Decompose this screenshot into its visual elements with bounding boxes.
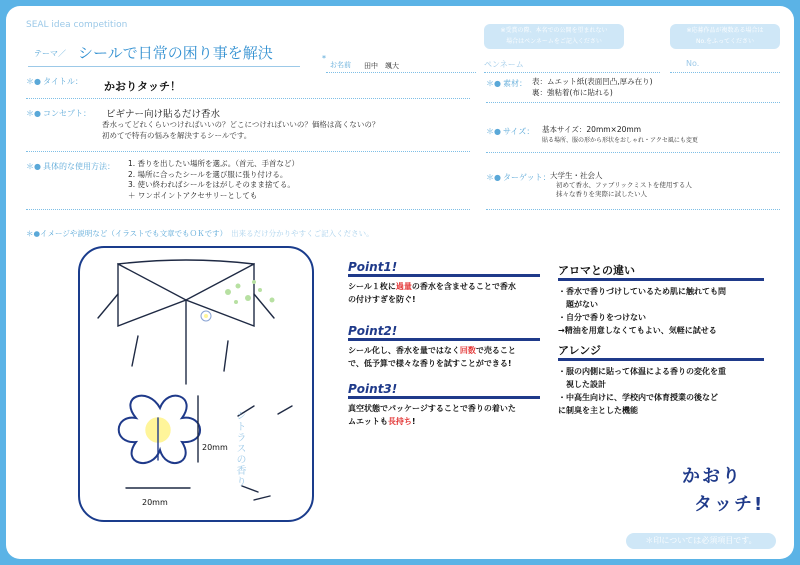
point-2-body: シール化し、香水を量ではなく回数で売ること で、低予算で様々な香りを試すことができる! bbox=[348, 346, 516, 368]
fold-right bbox=[224, 341, 228, 371]
name-label: お名前 bbox=[330, 61, 351, 69]
aroma-section bbox=[558, 262, 764, 337]
point-2 bbox=[348, 324, 540, 370]
theme-prefix: テーマ／ bbox=[34, 49, 66, 58]
point-3-bar bbox=[348, 396, 540, 399]
neckline bbox=[118, 260, 254, 264]
collar-left bbox=[118, 264, 186, 326]
competition-title: SEAL idea competition bbox=[26, 20, 128, 30]
target-details bbox=[556, 181, 692, 199]
scent-dots bbox=[225, 280, 275, 304]
usage-extra: ＋ ワンポイントアクセサリーとしても bbox=[128, 190, 258, 200]
size-line bbox=[486, 152, 780, 153]
point-1-title: Point1! bbox=[348, 260, 398, 274]
title-label: ＊● タイトル： bbox=[26, 77, 83, 86]
usage-label: ＊● 具体的な使用方法： bbox=[26, 162, 115, 171]
pen-name-label: ペンネーム bbox=[484, 60, 524, 69]
concept-label: ＊● コンセプト： bbox=[26, 109, 91, 118]
point-1-body: シール１枚に過量の香水を含ませることで香水 の付けすぎを防ぐ! bbox=[348, 282, 516, 304]
usage-steps bbox=[128, 159, 299, 201]
title-line bbox=[26, 98, 470, 99]
material-values bbox=[532, 76, 653, 98]
point-2-bar bbox=[348, 338, 540, 341]
aroma-bar bbox=[558, 278, 764, 281]
target-detail-1: 初めて香水、ファブリックミストを使用する人 bbox=[556, 181, 692, 189]
name-value: 田中 颯大 bbox=[364, 62, 399, 70]
notice-pen-l1: ※受賞の際、本名での公開を望まれない bbox=[500, 27, 608, 34]
theme-underline bbox=[28, 66, 300, 67]
concept-line bbox=[26, 151, 470, 152]
brand-line2: タッチ! bbox=[694, 494, 765, 515]
target-main: 大学生・社会人 bbox=[550, 171, 603, 180]
citrus-label: シトラスの香り bbox=[234, 410, 245, 487]
point-1-bar bbox=[348, 274, 540, 277]
size-label: ＊● サイズ： bbox=[486, 127, 535, 136]
shoulder-left bbox=[98, 294, 118, 318]
name-line bbox=[326, 72, 476, 73]
notice-number bbox=[670, 24, 780, 49]
footer-note: ＊印については必須項目です。 bbox=[626, 533, 776, 549]
usage-step-3: 3. 使い終わればシールをはがしそのまま捨てる。 bbox=[128, 180, 295, 189]
point-2-title: Point2! bbox=[348, 324, 398, 338]
aroma-title: アロマとの違い bbox=[558, 264, 635, 277]
collar-right bbox=[186, 264, 254, 326]
aroma-body: ・香水で香りづけしているため肌に触れても問 題がない ・自分で香りをつけない →精油を用意しなくてもよい、気軽に試せる bbox=[558, 287, 726, 335]
material-back: 裏：強粘着(布に貼れる) bbox=[532, 88, 613, 97]
arrange-body: ・服の内側に貼って体温による香りの変化を重 視した設計 ・中高生向けに、学校内で体育授業の後など に制臭を主とした機能 bbox=[558, 367, 726, 415]
fold-left bbox=[132, 336, 138, 366]
target-line bbox=[486, 209, 780, 210]
name-star: * bbox=[322, 54, 326, 63]
title-value: かおりタッチ！ bbox=[104, 80, 181, 93]
usage-step-2: 2. 場所に合ったシールを選び服に張り付ける。 bbox=[128, 169, 288, 179]
usage-line bbox=[26, 209, 470, 210]
brand-line1: かおり bbox=[682, 466, 742, 487]
arrange-title: アレンジ bbox=[558, 344, 602, 357]
usage-step-1: 1. 香りを出したい場所を選ぶ。（首元、手首など） bbox=[128, 159, 299, 168]
arrange-section bbox=[558, 342, 764, 417]
concept-line2: 香水ってどれくらいつければいいの？どこにつければいいの？価格は高くないの？ bbox=[102, 120, 380, 129]
material-label: ＊● 素材： bbox=[486, 79, 527, 88]
concept-line3: 初めてで特有の悩みを解決するシールです。 bbox=[102, 131, 252, 140]
notice-pen-l2: 場合はペンネームをご記入ください bbox=[506, 38, 602, 45]
point-3-body: 真空状態でパッケージすることで香りの着いた ムエットも長持ち! bbox=[348, 404, 516, 426]
concept-headline: ビギナー向け貼るだけ香水 bbox=[106, 109, 221, 120]
number-line bbox=[670, 72, 780, 73]
size-note: 貼る場所、服の形から形状をおしゃれ・アクセ風にも変更 bbox=[542, 137, 698, 144]
dim-horizontal: 20mm bbox=[142, 498, 168, 507]
pen-name-line bbox=[484, 72, 660, 73]
theme-text: シールで日常の困り事を解決 bbox=[78, 44, 273, 62]
number-label: No. bbox=[686, 59, 700, 68]
notice-no-l2: No.をふってください bbox=[696, 38, 754, 45]
illustration-svg bbox=[78, 246, 314, 522]
tick-b bbox=[278, 406, 292, 414]
tick-d bbox=[254, 496, 270, 500]
target-detail-2: 抹々な香りを実際に試したい人 bbox=[556, 190, 647, 198]
material-line bbox=[486, 102, 780, 103]
notice-no-l1: ※応募作品が複数ある場合は bbox=[686, 27, 764, 34]
arrange-bar bbox=[558, 358, 764, 361]
image-hint: 出来るだけ分かりやすくご記入ください。 bbox=[231, 229, 374, 238]
point-3-title: Point3! bbox=[348, 382, 398, 396]
material-front: 表：ムエット紙(表面凹凸,厚み在り) bbox=[532, 77, 653, 86]
notice-pen-name bbox=[484, 24, 624, 49]
image-label: ＊●イメージや説明など（イラストでも文章でもＯＫです） 出来るだけ分かりやすくご記入ください。 bbox=[26, 229, 374, 238]
size-basic: 基本サイズ：20mm×20mm bbox=[542, 125, 641, 134]
shoulder-right bbox=[254, 294, 274, 318]
point-1 bbox=[348, 260, 540, 306]
large-flower bbox=[119, 396, 200, 463]
point-3 bbox=[348, 382, 540, 428]
entry-sheet bbox=[6, 6, 794, 559]
target-label: ＊● ターゲット： bbox=[486, 173, 551, 182]
small-flower bbox=[201, 311, 211, 321]
dim-vertical: 20mm bbox=[202, 443, 228, 452]
